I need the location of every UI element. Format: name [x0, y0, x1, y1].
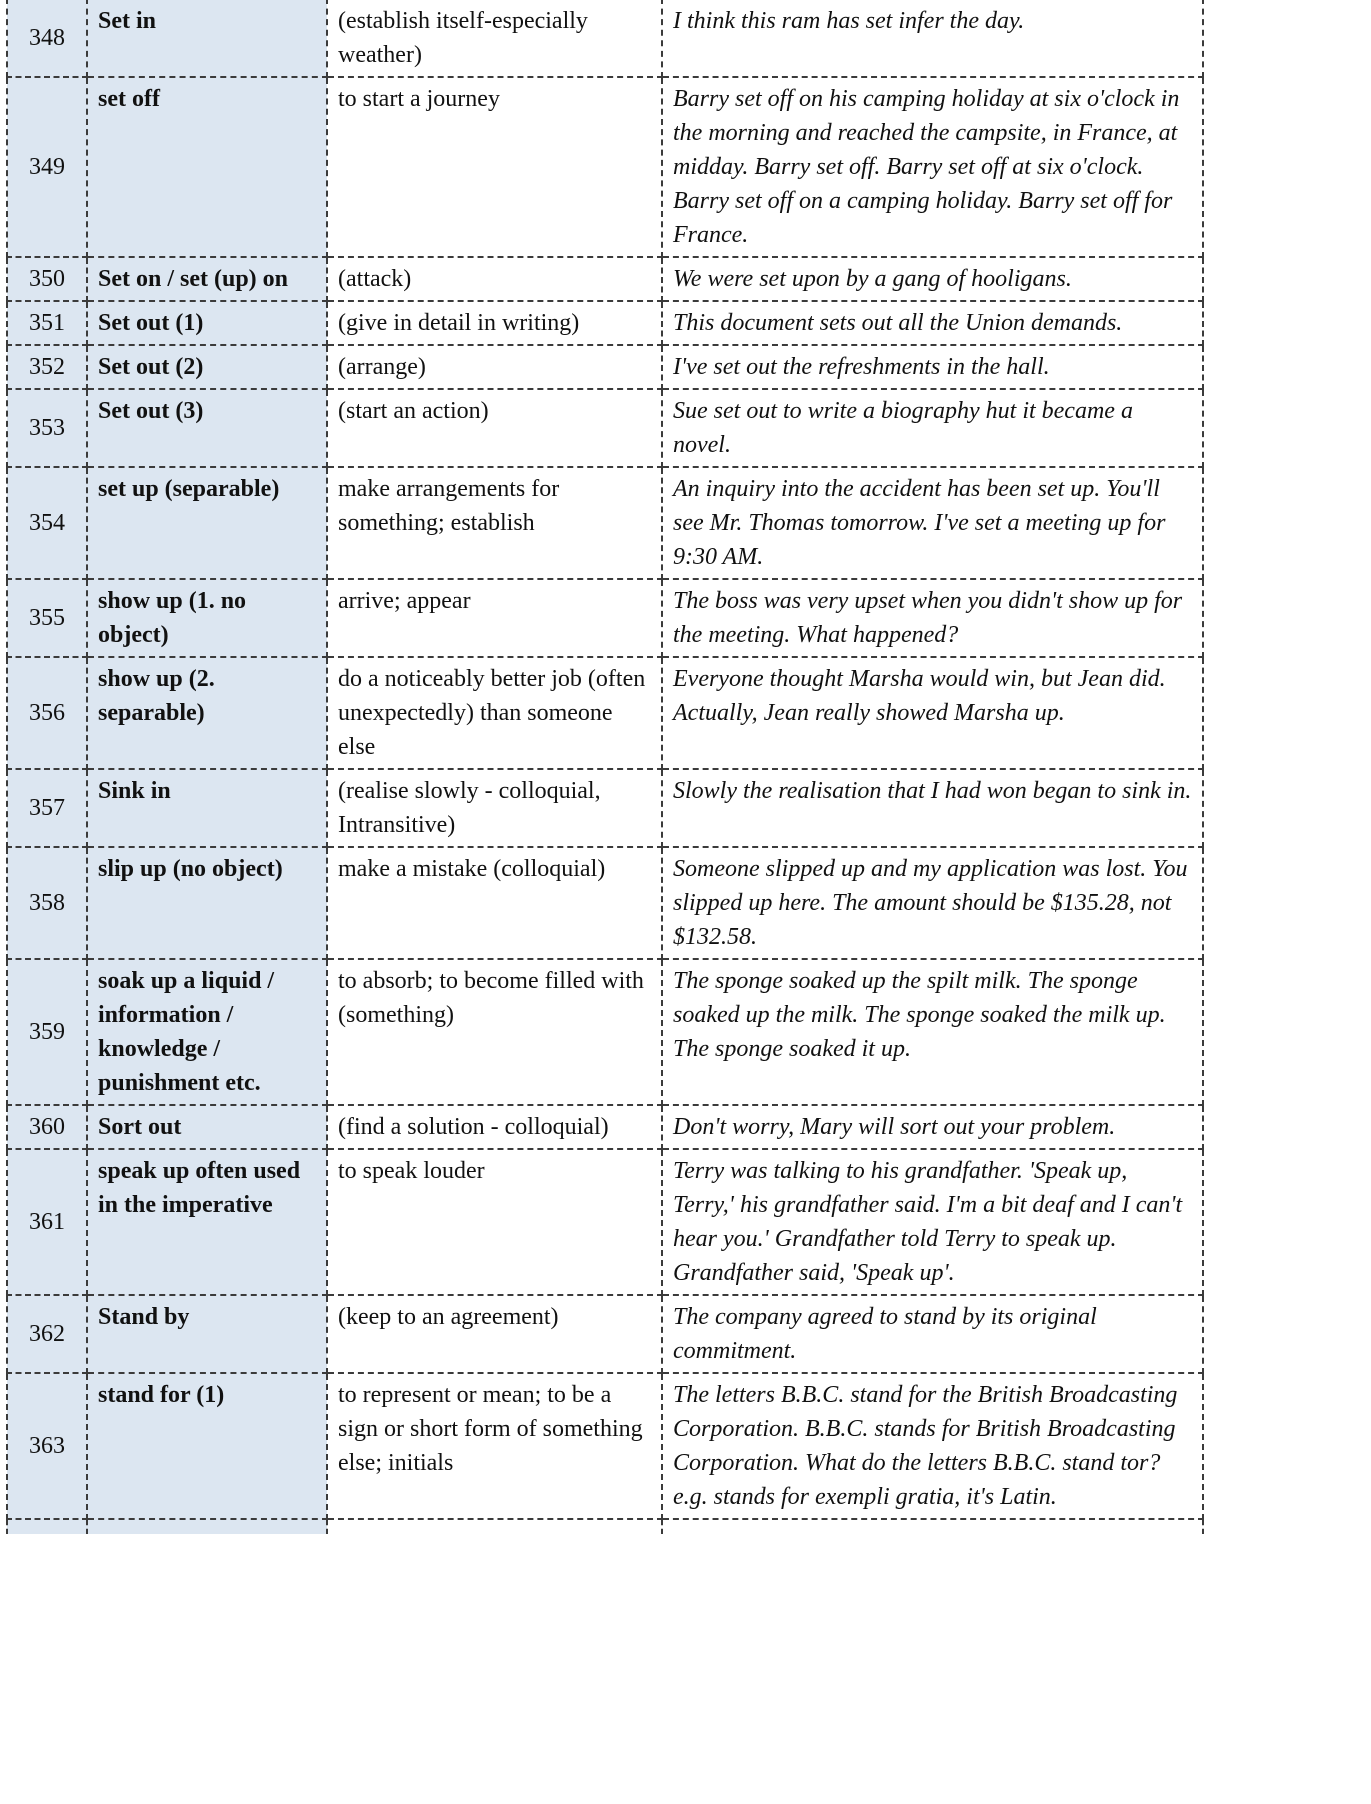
table-row	[7, 1105, 1203, 1149]
table-row	[7, 345, 1203, 389]
row-number: 351	[7, 301, 87, 345]
phrasal-verb: slip up (no object)	[87, 847, 327, 959]
example: Slowly the realisation that I had won began to sink in.	[662, 769, 1203, 847]
meaning: (keep to an agreement)	[327, 1295, 662, 1373]
phrasal-verb: Set on / set (up) on	[87, 257, 327, 301]
row-number: 363	[7, 1373, 87, 1519]
meaning: (find a solution - colloquial)	[327, 1105, 662, 1149]
row-number: 353	[7, 389, 87, 467]
row-number: 350	[7, 257, 87, 301]
phrasal-verb: Set out (2)	[87, 345, 327, 389]
meaning: (arrange)	[327, 345, 662, 389]
table-row	[7, 1373, 1203, 1519]
meaning: to represent or mean; to be a sign or short form of something else; initials	[327, 1373, 662, 1519]
row-number: 355	[7, 579, 87, 657]
table-row	[7, 77, 1203, 257]
table-row	[7, 959, 1203, 1105]
table-row	[7, 0, 1203, 77]
phrasal-verb: soak up a liquid / information / knowledge / punishment etc.	[87, 959, 327, 1105]
phrasal-verbs-table	[6, 0, 1204, 1534]
example: Sue set out to write a biography hut it became a novel.	[662, 389, 1203, 467]
phrasal-verb: show up (2. separable)	[87, 657, 327, 769]
phrasal-verb: set off	[87, 77, 327, 257]
meaning: (start an action)	[327, 389, 662, 467]
example: We were set upon by a gang of hooligans.	[662, 257, 1203, 301]
phrasal-verb: stand for (1)	[87, 1373, 327, 1519]
example: Don't worry, Mary will sort out your problem.	[662, 1105, 1203, 1149]
example: The company agreed to stand by its original commitment.	[662, 1295, 1203, 1373]
partial-bottom-row	[7, 1519, 1203, 1534]
example	[662, 1519, 1203, 1534]
example: Terry was talking to his grandfather. 'Speak up, Terry,' his grandfather said. I'm a bit deaf and I can't hear you.' Grandfather told Terry to speak up. Grandfather said, 'Speak up'.	[662, 1149, 1203, 1295]
table-row	[7, 1149, 1203, 1295]
meaning: make arrangements for something; establish	[327, 467, 662, 579]
row-number: 348	[7, 0, 87, 77]
meaning: to speak louder	[327, 1149, 662, 1295]
row-number: 354	[7, 467, 87, 579]
phrasal-verb: Set out (1)	[87, 301, 327, 345]
example: The boss was very upset when you didn't show up for the meeting. What happened?	[662, 579, 1203, 657]
phrasal-verb: Set out (3)	[87, 389, 327, 467]
phrasal-verb: set up (separable)	[87, 467, 327, 579]
table-row	[7, 1295, 1203, 1373]
meaning: (establish itself-especially weather)	[327, 0, 662, 77]
phrasal-verb: Set in	[87, 0, 327, 77]
meaning: to start a journey	[327, 77, 662, 257]
example: I think this ram has set infer the day.	[662, 0, 1203, 77]
row-number: 359	[7, 959, 87, 1105]
row-number: 360	[7, 1105, 87, 1149]
example: Barry set off on his camping holiday at six o'clock in the morning and reached the campsite, in France, at midday. Barry set off. Barry set off at six o'clock. Barry set off on a camping holiday. Barry set off for France.	[662, 77, 1203, 257]
example: An inquiry into the accident has been set up. You'll see Mr. Thomas tomorrow. I've set a meeting up for 9:30 AM.	[662, 467, 1203, 579]
phrasal-verb	[87, 1519, 327, 1534]
table-row	[7, 769, 1203, 847]
table-row	[7, 579, 1203, 657]
table-body	[7, 0, 1203, 1519]
meaning: to absorb; to become filled with (something)	[327, 959, 662, 1105]
phrasal-verb: speak up often used in the imperative	[87, 1149, 327, 1295]
row-number: 357	[7, 769, 87, 847]
row-number: 362	[7, 1295, 87, 1373]
row-number: 349	[7, 77, 87, 257]
table-row	[7, 389, 1203, 467]
phrasal-verb: Stand by	[87, 1295, 327, 1373]
meaning	[327, 1519, 662, 1534]
row-number: 352	[7, 345, 87, 389]
meaning: make a mistake (colloquial)	[327, 847, 662, 959]
table-row	[7, 301, 1203, 345]
meaning: do a noticeably better job (often unexpectedly) than someone else	[327, 657, 662, 769]
meaning: (realise slowly - colloquial, Intransitive)	[327, 769, 662, 847]
example: I've set out the refreshments in the hall.	[662, 345, 1203, 389]
table-row	[7, 467, 1203, 579]
phrasal-verb: Sort out	[87, 1105, 327, 1149]
row-number: 358	[7, 847, 87, 959]
table-row	[7, 847, 1203, 959]
meaning: arrive; appear	[327, 579, 662, 657]
example: This document sets out all the Union demands.	[662, 301, 1203, 345]
phrasal-verb: Sink in	[87, 769, 327, 847]
row-number: 361	[7, 1149, 87, 1295]
meaning: (give in detail in writing)	[327, 301, 662, 345]
meaning: (attack)	[327, 257, 662, 301]
example: The letters B.B.C. stand for the British Broadcasting Corporation. B.B.C. stands for British Broadcasting Corporation. What do the letters B.B.C. stand tor? e.g. stands for exempli gratia, it's Latin.	[662, 1373, 1203, 1519]
example: The sponge soaked up the spilt milk. The sponge soaked up the milk. The sponge soaked the milk up. The sponge soaked it up.	[662, 959, 1203, 1105]
table-row	[7, 657, 1203, 769]
row-number	[7, 1519, 87, 1534]
phrasal-verb: show up (1. no object)	[87, 579, 327, 657]
example: Everyone thought Marsha would win, but Jean did. Actually, Jean really showed Marsha up.	[662, 657, 1203, 769]
table-partial-row-group	[7, 1519, 1203, 1534]
table-row	[7, 257, 1203, 301]
example: Someone slipped up and my application was lost. You slipped up here. The amount should be $135.28, not $132.58.	[662, 847, 1203, 959]
row-number: 356	[7, 657, 87, 769]
